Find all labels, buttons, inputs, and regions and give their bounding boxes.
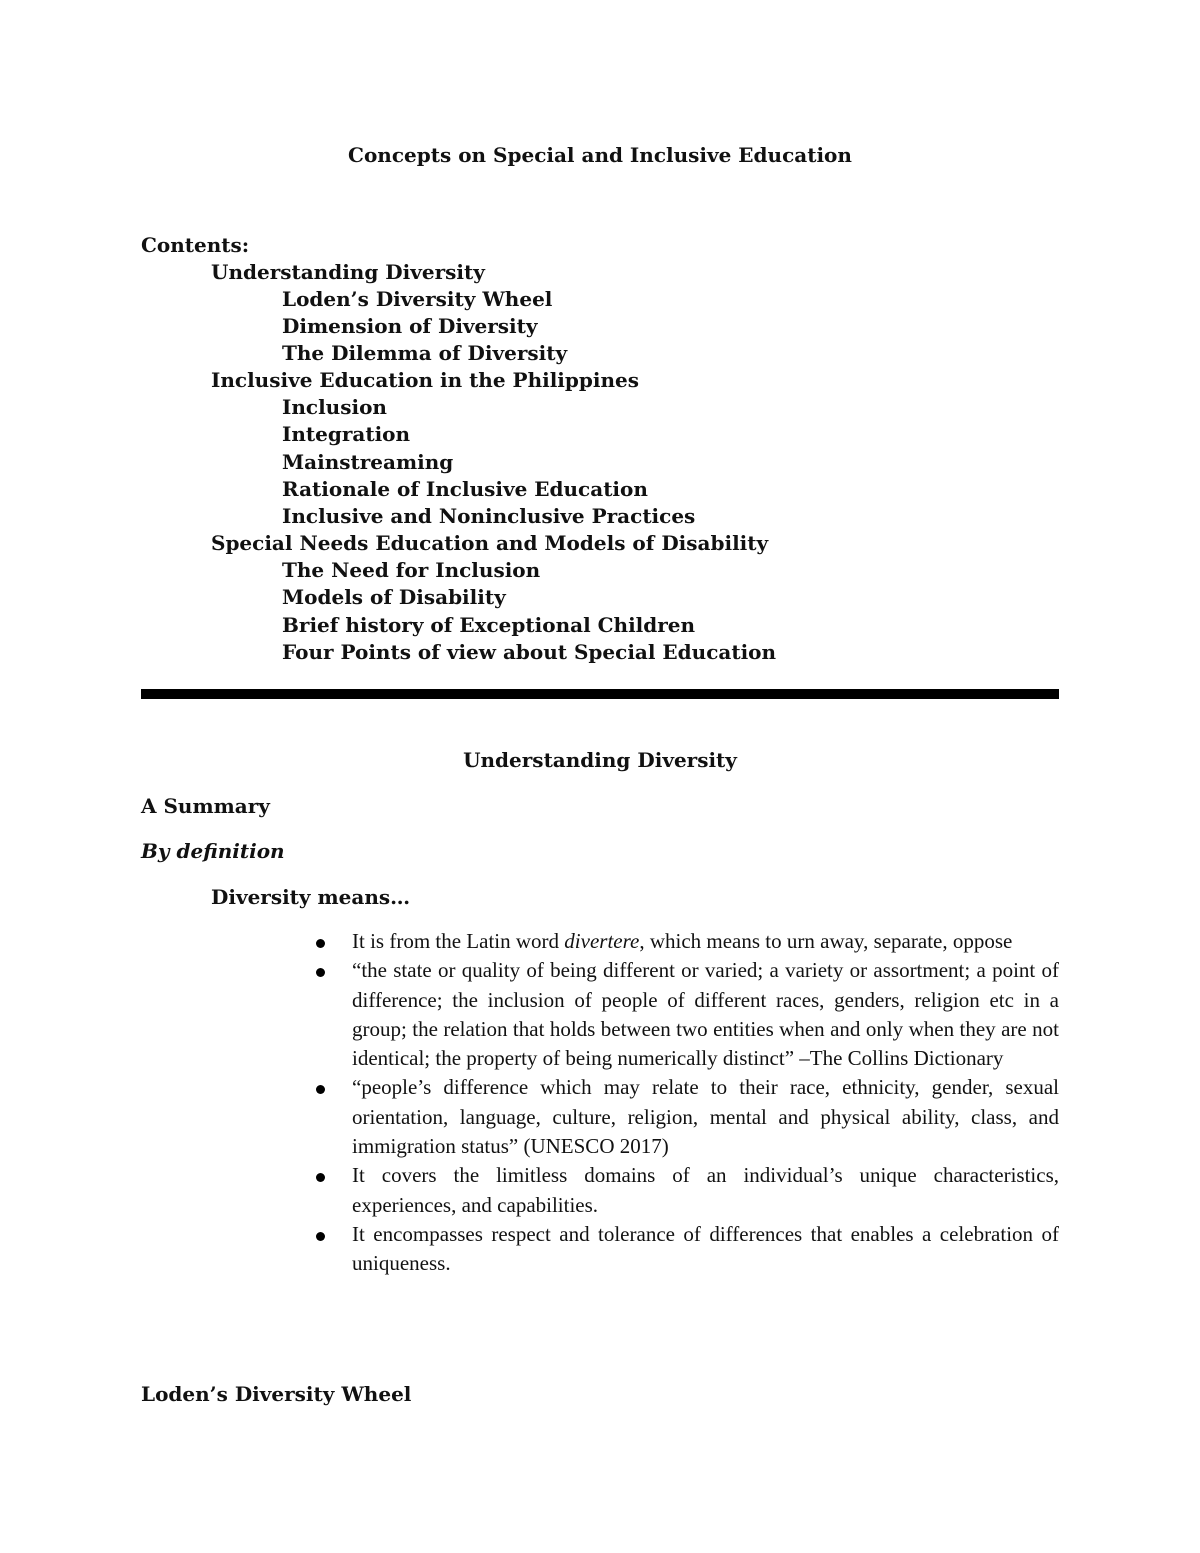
toc-subitem: Integration xyxy=(282,422,411,446)
bullet-icon xyxy=(316,1232,325,1241)
toc-subitem: Inclusive and Noninclusive Practices xyxy=(282,504,696,528)
bullet-text: , which means to urn away, separate, oppose xyxy=(639,929,1013,953)
toc-subitem: The Need for Inclusion xyxy=(282,558,541,582)
bullet-text: “people’s difference which may relate to their race, ethnicity, gender, sexual orientation, language, culture, religion, mental and physical ability, class, and immigration status” (UNESCO 2017) xyxy=(352,1075,1059,1159)
toc-item: Inclusive Education in the Philippines xyxy=(211,368,639,392)
bullet-text: It is from the Latin word xyxy=(352,929,565,953)
toc-item: Special Needs Education and Models of Disability xyxy=(211,531,769,555)
document-title: Concepts on Special and Inclusive Education xyxy=(348,143,852,167)
toc-subitem: Four Points of view about Special Education xyxy=(282,640,777,664)
toc-item: Understanding Diversity xyxy=(211,260,485,284)
latin-word: divertere xyxy=(564,929,640,953)
toc-subitem: Brief history of Exceptional Children xyxy=(282,613,696,637)
contents-label: Contents: xyxy=(141,233,250,257)
bullet-text: It covers the limitless domains of an individual’s unique characteristics, experiences, and capabilities. xyxy=(352,1163,1059,1217)
section-title: Understanding Diversity xyxy=(463,748,737,772)
bullet-icon xyxy=(316,1173,325,1182)
list-item xyxy=(312,1161,1059,1220)
summary-heading: A Summary xyxy=(141,794,270,818)
bullet-text: “the state or quality of being different or varied; a variety or assortment; a point of difference; the inclusion of people of different races, genders, religion etc in a group; the relation that holds between two entities when and only when they are not identical; the property of being numerically distinct” –The Collins Dictionary xyxy=(352,958,1059,1071)
bullet-text: It encompasses respect and tolerance of differences that enables a celebration of uniqueness. xyxy=(352,1221,1059,1276)
definition-heading: By definition xyxy=(141,839,285,863)
diversity-means-label: Diversity means… xyxy=(211,885,411,909)
toc-subitem: Models of Disability xyxy=(282,585,506,609)
list-item xyxy=(312,927,1059,956)
toc-subitem: Rationale of Inclusive Education xyxy=(282,477,648,501)
section-divider xyxy=(141,689,1059,699)
toc-subitem: The Dilemma of Diversity xyxy=(282,341,568,365)
list-item xyxy=(312,956,1059,1073)
toc-subitem: Loden’s Diversity Wheel xyxy=(282,287,553,311)
bullet-icon xyxy=(316,968,325,977)
toc-subitem: Inclusion xyxy=(282,395,387,419)
bullet-icon xyxy=(316,939,325,948)
list-item xyxy=(312,1073,1059,1161)
toc-subitem: Mainstreaming xyxy=(282,450,454,474)
definition-list xyxy=(312,927,1059,1279)
toc-subitem: Dimension of Diversity xyxy=(282,314,538,338)
list-item xyxy=(312,1220,1059,1279)
bullet-icon xyxy=(316,1085,325,1094)
lodens-wheel-heading: Loden’s Diversity Wheel xyxy=(141,1382,412,1406)
